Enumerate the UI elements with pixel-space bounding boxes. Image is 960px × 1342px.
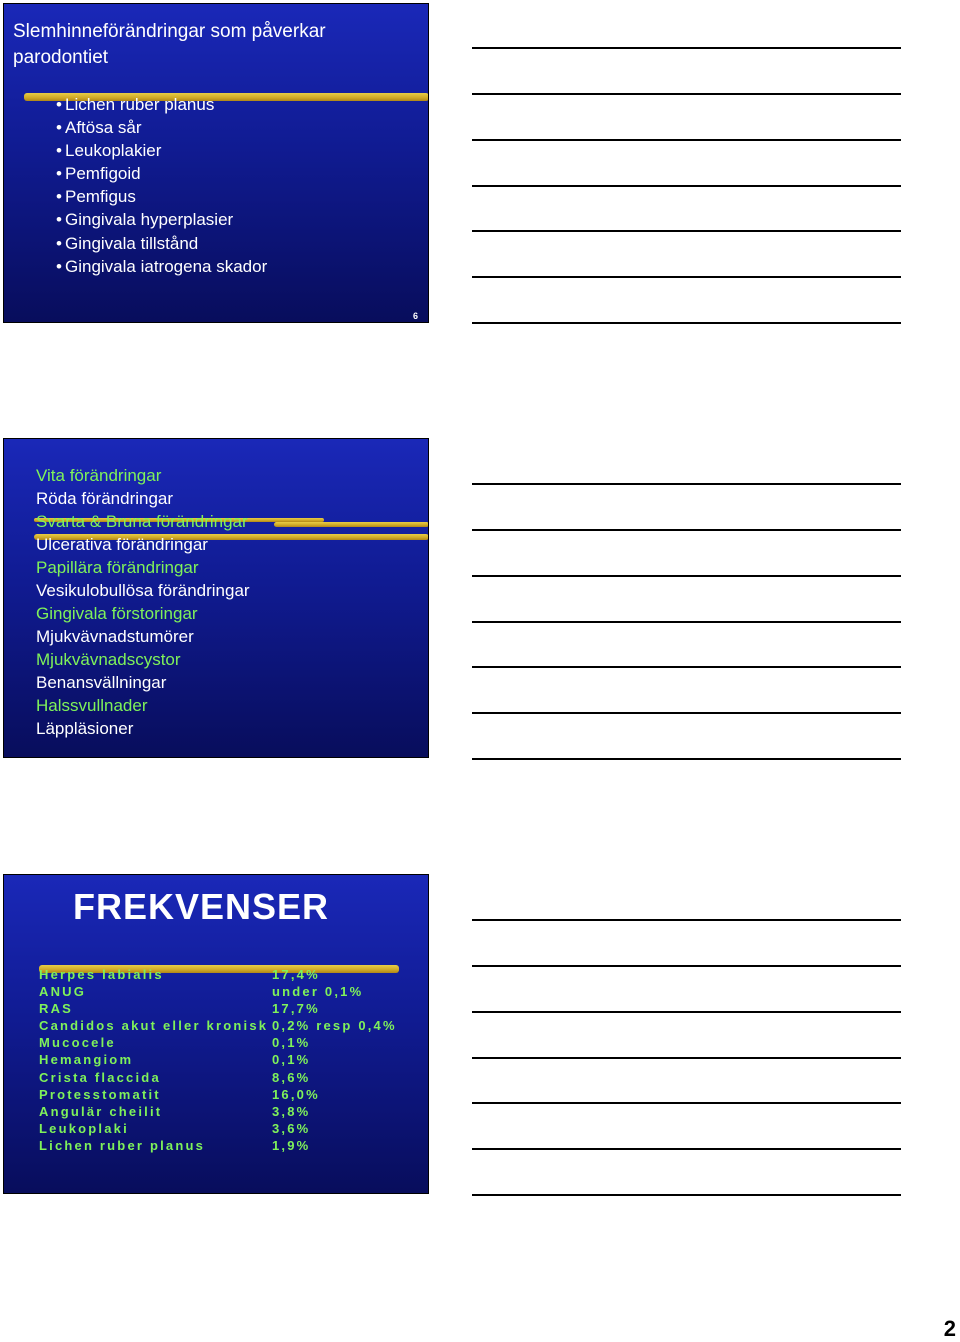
list-item: Vesikulobullösa förändringar <box>36 581 250 600</box>
slide-title: FREKVENSER <box>73 886 330 927</box>
note-line <box>472 758 901 760</box>
note-line <box>472 1148 901 1150</box>
list-item: • Gingivala hyperplasier <box>56 210 234 230</box>
slide-title-line1: Slemhinneförändringar som påverkar <box>13 21 326 42</box>
note-line <box>472 1194 901 1196</box>
list-item: • Pemfigoid <box>56 164 141 184</box>
list-item: • Gingivala iatrogena skador <box>56 256 268 276</box>
note-line <box>472 712 901 714</box>
note-line <box>472 93 901 95</box>
list-item: Röda förändringar <box>36 489 174 508</box>
note-line <box>472 139 901 141</box>
list-item: Mjukvävnadscystor <box>36 650 181 669</box>
note-line <box>472 1102 901 1104</box>
note-line <box>472 621 901 623</box>
list-item: • Gingivala tillstånd <box>56 233 199 253</box>
note-line <box>472 919 901 921</box>
note-line <box>472 529 901 531</box>
note-line <box>472 1057 901 1059</box>
slide-number: 6 <box>412 311 418 321</box>
list-item: Svarta & Bruna förändringar <box>36 512 248 531</box>
page-number: 2 <box>943 1316 956 1341</box>
list-item: Mjukvävnadstumörer <box>36 627 194 646</box>
list-item: • Lichen ruber planus <box>56 95 215 114</box>
slide-frekvenser: FREKVENSER Herpes labialis 17,4% ANUG under 0,1% RAS 17,7% Candidos akut eller kronisk 0,2% resp 0,4% Mucocele 0,1% Hemangiom 0,1% Crista flaccida 8,6% Protesstomatit 16,0% Angulär cheilit 3,8% Leukoplaki 3,6% Lichen ruber planus 1,9% <box>3 874 429 1194</box>
list-item: Läppläsioner <box>36 719 134 738</box>
gold-brush-stroke <box>274 522 429 527</box>
list-item: Ulcerativa förändringar <box>36 535 208 554</box>
note-line <box>472 1011 901 1013</box>
list-item: • Leukoplakier <box>56 141 162 161</box>
slide-parodontiet <box>3 3 429 323</box>
note-line <box>472 575 901 577</box>
slide-title <box>13 19 413 71</box>
note-line <box>472 322 901 324</box>
list-item: Papillära förändringar <box>36 558 199 577</box>
list-item: • Aftösa sår <box>56 118 142 138</box>
change-type-list <box>36 464 250 740</box>
list-item: Gingivala förstoringar <box>36 604 198 623</box>
note-line <box>472 276 901 278</box>
note-line <box>472 666 901 668</box>
note-line <box>472 47 901 49</box>
list-item: Vita förändringar <box>36 466 162 485</box>
slide-forandringar <box>3 438 429 758</box>
list-item: Benansvällningar <box>36 673 167 692</box>
list-item: • Pemfigus <box>56 187 136 207</box>
condition-list <box>56 93 267 278</box>
slide-title-line2: parodontiet <box>13 47 109 68</box>
note-line <box>472 483 901 485</box>
note-line <box>472 965 901 967</box>
note-line <box>472 185 901 187</box>
note-line <box>472 230 901 232</box>
list-item: Halssvullnader <box>36 696 148 715</box>
